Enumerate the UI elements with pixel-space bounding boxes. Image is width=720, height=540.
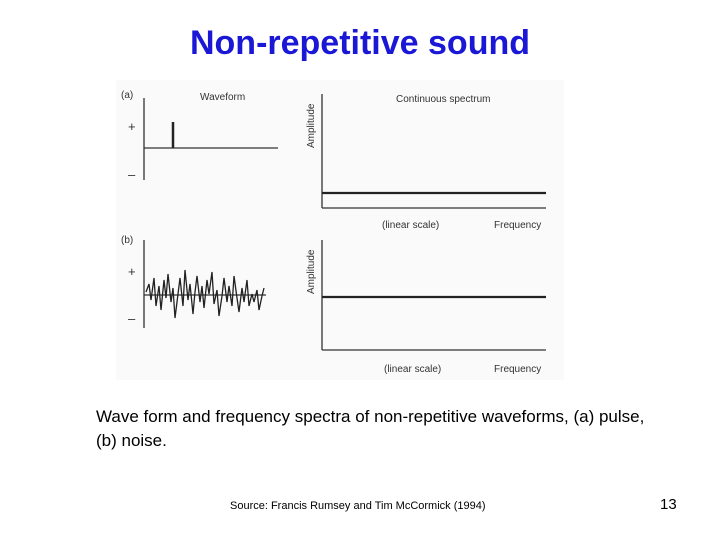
panel-b-amplitude-label: Amplitude: [306, 249, 317, 294]
panel-b-plus-sign: +: [128, 264, 136, 279]
panel-a-label: (a): [121, 90, 134, 101]
panel-a-plus-sign: +: [128, 119, 136, 134]
spectra-figure: [116, 80, 564, 380]
noise-waveform: [146, 270, 264, 318]
panel-a-minus-sign: –: [128, 167, 136, 182]
panel-b-frequency-label: Frequency: [494, 364, 542, 375]
source-citation: Source: Francis Rumsey and Tim McCormick (1994): [230, 500, 486, 512]
panel-a-waveform-title: Waveform: [200, 92, 246, 103]
panel-a-linear-scale-label: (linear scale): [382, 220, 440, 231]
panel-b-label: (b): [121, 235, 134, 246]
panel-b-linear-scale-label: (linear scale): [384, 364, 442, 375]
panel-a-amplitude-label: Amplitude: [306, 103, 317, 148]
figure-drawing: [116, 80, 564, 380]
panel-a-spectrum-title: Continuous spectrum: [396, 94, 491, 105]
slide-title: Non-repetitive sound: [189, 24, 531, 62]
slide-number: 13: [660, 496, 677, 513]
panel-b-minus-sign: –: [128, 311, 136, 326]
panel-a-frequency-label: Frequency: [494, 220, 542, 231]
figure-caption: Wave form and frequency spectra of non-repetitive waveforms, (a) pulse, (b) noise.: [96, 407, 645, 450]
